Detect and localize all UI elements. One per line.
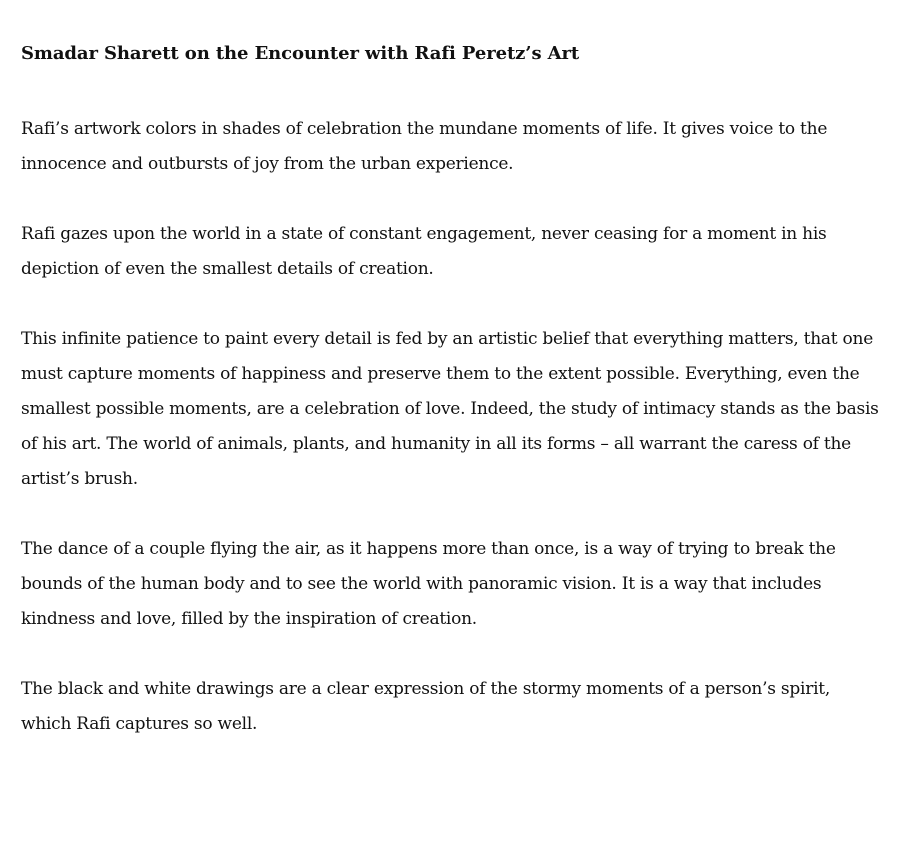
article-paragraph: The black and white drawings are a clear expression of the stormy moments of a person’s spirit, which Rafi captures so well.	[21, 679, 831, 734]
article-paragraph: The dance of a couple flying the air, as it happens more than once, is a way of trying to break the bounds of the human body and to see the world with panoramic vision. It is a way that includes kindness and love, filled by the inspiration of creation.	[21, 539, 836, 629]
article-paragraph: Rafi gazes upon the world in a state of constant engagement, never ceasing for a moment in his depiction of even the smallest details of creation.	[21, 224, 827, 279]
article-paragraph: Rafi’s artwork colors in shades of celebration the mundane moments of life. It gives voice to the innocence and outbursts of joy from the urban experience.	[21, 119, 828, 174]
article-title: Smadar Sharett on the Encounter with Rafi Peretz’s Art	[21, 43, 580, 64]
article-paragraph: This infinite patience to paint every detail is fed by an artistic belief that everything matters, that one must capture moments of happiness and preserve them to the extent possible. Everything, even the smallest possible moments, are a celebration of love. Indeed, the study of intimacy stands as the basis of his art. The world of animals, plants, and humanity in all its forms – all warrant the caress of the artist’s brush.	[21, 329, 879, 489]
article	[21, 0, 881, 742]
